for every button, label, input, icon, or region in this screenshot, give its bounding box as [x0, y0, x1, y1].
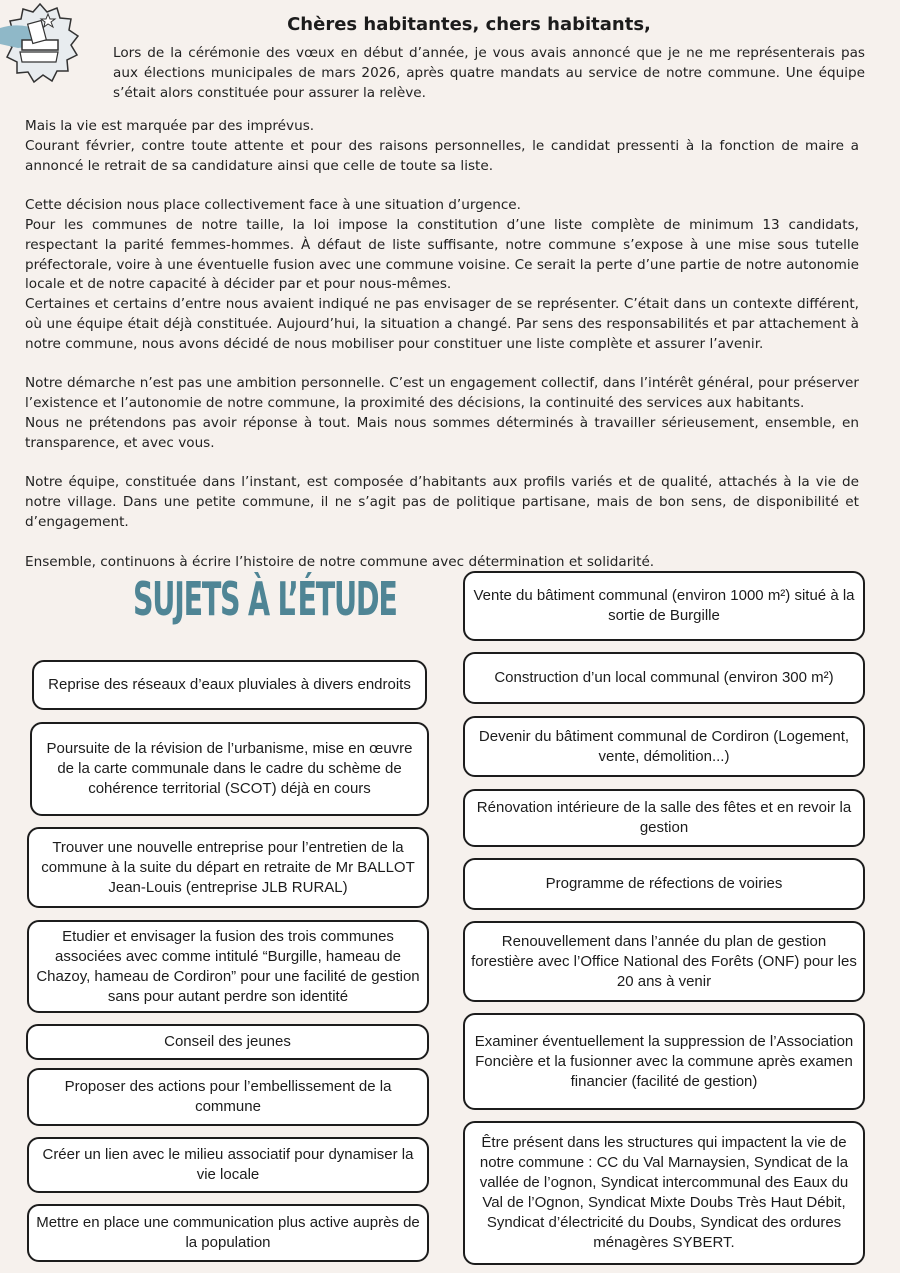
- topic-box: Mettre en place une communication plus active auprès de la population: [27, 1204, 429, 1262]
- topic-box: Rénovation intérieure de la salle des fêtes et en revoir la gestion: [463, 789, 865, 847]
- vote-badge-icon: [0, 0, 80, 86]
- topic-box: Vente du bâtiment communal (environ 1000 m²) situé à la sortie de Burgille: [463, 571, 865, 641]
- topic-box: Créer un lien avec le milieu associatif pour dynamiser la vie locale: [27, 1137, 429, 1193]
- topic-box: Reprise des réseaux d’eaux pluviales à divers endroits: [32, 660, 427, 710]
- letter-body: [25, 117, 859, 572]
- body-paragraph: Pour les communes de notre taille, la loi impose la constitution d’une liste complète de minimum 13 candidats, respectant la parité femmes-hommes. À défaut de liste suffisante, notre commune s’expose à une mise sous tutelle préfectorale, voire à une éventuelle fusion avec une commune voisine. Ce serait la perte d’une partie de notre autonomie locale et de notre capacité à décider par et pour nous-mêmes.: [25, 216, 859, 293]
- topic-box: Proposer des actions pour l’embellissement de la commune: [27, 1068, 429, 1126]
- body-paragraph: Notre démarche n’est pas une ambition personnelle. C’est un engagement collectif, dans l’intérêt général, pour préserver l’existence et l’autonomie de notre commune, la proximité des décisions, la continuité des services aux habitants.: [25, 375, 859, 412]
- topic-box: Renouvellement dans l’année du plan de gestion forestière avec l’Office National des Forêts (ONF) pour les 20 ans à venir: [463, 921, 865, 1002]
- topic-box: Conseil des jeunes: [26, 1024, 429, 1060]
- page-title: Chères habitantes, chers habitants,: [287, 14, 651, 35]
- topic-box: Programme de réfections de voiries: [463, 858, 865, 910]
- body-paragraph: Nous ne prétendons pas avoir réponse à tout. Mais nous sommes déterminés à travailler sérieusement, ensemble, en transparence, et avec vous.: [25, 414, 859, 451]
- sujets-heading: SUJETS À L’ÉTUDE: [133, 572, 397, 626]
- topic-box: Etudier et envisager la fusion des trois communes associées avec comme intitulé “Burgille, hameau de Chazoy, hameau de Cordiron” pour une facilité de gestion sans pour autant perdre son identité: [27, 920, 429, 1013]
- body-paragraph: Notre équipe, constituée dans l’instant, est composée d’habitants aux profils variés et de qualité, attachés à la vie de notre village. Dans une petite commune, il ne s’agit pas de politique partisane, mais de bon sens, de disponibilité et d’engagement.: [25, 474, 859, 530]
- body-paragraph: Certaines et certains d’entre nous avaient indiqué ne pas envisager de se représenter. C’était dans un contexte différent, où une équipe était déjà constituée. Aujourd’hui, la situation a changé. Par sens des responsabilités et par attachement à notre commune, nous avons décidé de nous mobiliser pour constituer une liste complète et assurer l’avenir.: [25, 296, 859, 352]
- topic-box: Trouver une nouvelle entreprise pour l’entretien de la commune à la suite du départ en retraite de Mr BALLOT Jean-Louis (entreprise JLB RURAL): [27, 827, 429, 908]
- body-paragraph: Courant février, contre toute attente et pour des raisons personnelles, le candidat pressenti à la fonction de maire a annoncé le retrait de sa candidature ainsi que celle de toute sa liste.: [25, 137, 859, 174]
- body-paragraph: Cette décision nous place collectivement face à une situation d’urgence.: [25, 197, 521, 214]
- topic-box: Devenir du bâtiment communal de Cordiron (Logement, vente, démolition...): [463, 716, 865, 777]
- intro-paragraph: Lors de la cérémonie des vœux en début d’année, je vous avais annoncé que je ne me représenterais pas aux élections municipales de mars 2026, après quatre mandats au service de notre commune. Une équipe s’était alors constituée pour assurer la relève.: [113, 45, 865, 101]
- topic-box: Être présent dans les structures qui impactent la vie de notre commune : CC du Val Marnaysien, Syndicat de la vallée de l’ognon, Syndicat intercommunal des Eaux du Val de l’Ognon, Syndicat Mixte Doubs Très Haut Débit, Syndicat d’électricité du Doubs, Syndicat des ordures ménagères SYBERT.: [463, 1121, 865, 1265]
- topic-box: Poursuite de la révision de l’urbanisme, mise en œuvre de la carte communale dans le cadre du schème de cohérence territorial (SCOT) déjà en cours: [30, 722, 429, 816]
- topic-box: Examiner éventuellement la suppression de l’Association Foncière et la fusionner avec la commune après examen financier (facilité de gestion): [463, 1013, 865, 1110]
- topic-box: Construction d’un local communal (environ 300 m²): [463, 652, 865, 704]
- body-paragraph: Mais la vie est marquée par des imprévus.: [25, 118, 315, 134]
- body-paragraph: Ensemble, continuons à écrire l’histoire de notre commune avec détermination et solidarité.: [25, 553, 655, 570]
